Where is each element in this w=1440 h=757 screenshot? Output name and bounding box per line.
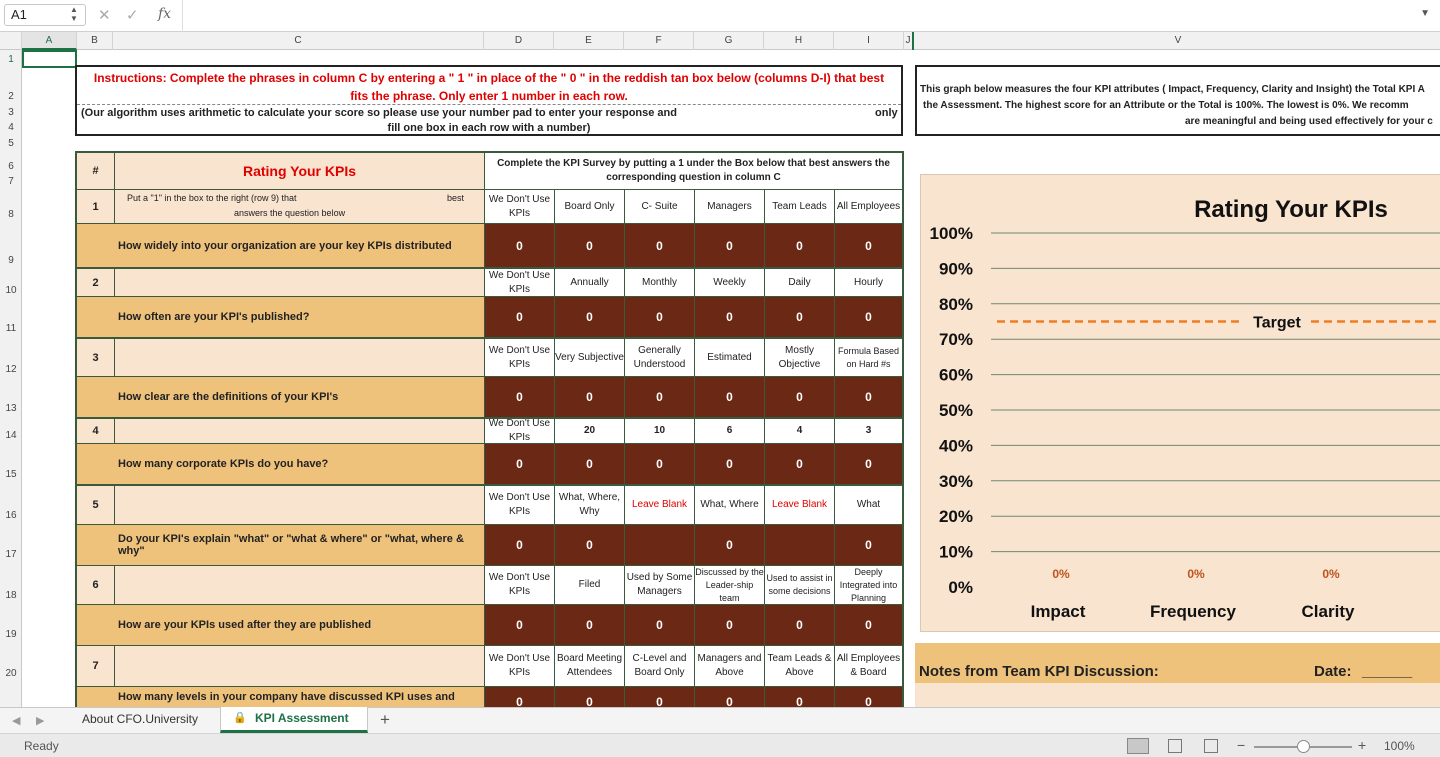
chart-ytick-label: 0% [948,578,973,597]
col-header-h[interactable]: H [764,32,834,50]
instructions-note: (Our algorithm uses arithmetic to calculate your score so please use your number pad to enter your response and [81,107,677,119]
q5-input-d[interactable]: 0 [485,525,554,565]
q7-option-d: We Don't Use KPIs [485,646,554,686]
status-bar [0,733,1440,757]
formula-bar [0,0,1440,32]
q2-input-d[interactable]: 0 [485,297,554,337]
row-header-14[interactable]: 14 [5,430,17,441]
page-break-view-icon[interactable] [1204,739,1218,753]
chart-ytick-label: 20% [938,507,973,527]
q7-option-h: Team Leads & Above [765,646,834,686]
q5-input-i[interactable]: 0 [835,525,902,565]
row-header-7[interactable]: 7 [8,176,14,187]
q5-option-e: What, Where, Why [555,486,624,524]
prev-sheet-icon[interactable]: ◀ [12,715,21,727]
q2-spacer [115,269,484,296]
sheet-tab-bar [0,707,1440,733]
col-header-b[interactable]: B [77,32,113,50]
q2-input-h[interactable]: 0 [765,297,834,337]
q7-question: How many levels in your company have discussed KPI uses and [77,687,484,707]
table-title: Rating Your KPIs [115,153,484,189]
chevron-down-icon[interactable]: ▼ [1420,8,1430,19]
kpi-rating-chart[interactable] [920,174,1440,632]
q3-number: 3 [77,339,114,376]
q4-input-d[interactable]: 0 [485,444,554,484]
graph-note-box [915,65,1440,136]
q7-number: 7 [77,646,114,686]
q3-input-f[interactable]: 0 [625,377,694,417]
chart-data-label: 0% [1052,567,1070,581]
q1-hint-a: Put a "1" in the box to the right (row 9) that [127,193,297,203]
q1-input-e[interactable]: 0 [555,224,624,267]
table-hash-header: # [77,153,114,189]
q5-number: 5 [77,486,114,524]
q4-option-d: We Don't Use KPIs [485,419,554,443]
next-sheet-icon[interactable]: ▶ [36,715,45,727]
row-header-12[interactable]: 12 [5,364,17,375]
q6-input-i[interactable]: 0 [835,605,902,645]
q1-input-f[interactable]: 0 [625,224,694,267]
q7-option-f: C-Level and Board Only [625,646,694,686]
row-header-6[interactable]: 6 [8,161,14,172]
q1-question: How widely into your organization are your key KPIs distributed [77,224,484,267]
q2-option-e: Annually [555,269,624,296]
col-header-c[interactable]: C [113,32,484,50]
q1-option-f: C- Suite [625,190,694,223]
q5-option-f: Leave Blank [625,486,694,524]
row-header-15[interactable]: 15 [5,469,17,480]
survey-header: Complete the KPI Survey by putting a 1 under the Box below that best answers the corresponding question in column C [485,153,902,189]
q5-option-d: We Don't Use KPIs [485,486,554,524]
row-header-17[interactable]: 17 [5,549,17,560]
col-header-d[interactable]: D [484,32,554,50]
q4-question: How many corporate KPIs do you have? [77,444,484,484]
q7-input-g[interactable]: 0 [695,687,764,707]
add-sheet-button[interactable]: + [380,710,390,729]
formula-input[interactable] [182,0,1440,32]
q6-spacer [115,566,484,604]
col-header-v[interactable]: V [1174,35,1182,46]
q5-option-h: Leave Blank [765,486,834,524]
column-headers [0,32,1440,50]
q4-option-f: 10 [625,419,694,443]
q1-option-i: All Employees [835,190,902,223]
q4-input-i[interactable]: 0 [835,444,902,484]
q2-option-h: Daily [765,269,834,296]
q6-input-d[interactable]: 0 [485,605,554,645]
q2-number: 2 [77,269,114,296]
q7-spacer [115,646,484,686]
q7-option-g: Managers and Above [695,646,764,686]
q3-option-g: Estimated [695,339,764,376]
zoom-out-button[interactable]: − [1237,737,1246,753]
col-header-g[interactable]: G [694,32,764,50]
instructions-line1: Instructions: Complete the phrases in column C by entering a " 1 " in place of the " 0 " in the reddish tan box below (columns D-I) that best [93,71,885,85]
q6-option-h: Used to assist in some decisions [765,566,834,604]
q5-input-g[interactable]: 0 [695,525,764,565]
selected-cell-a1[interactable] [22,50,77,68]
chart-ytick-label: 90% [938,259,973,279]
chart-ytick-label: 50% [938,401,973,420]
q4-input-h[interactable]: 0 [765,444,834,484]
q1-hint-c: answers the question below [234,208,346,218]
q3-input-g[interactable]: 0 [695,377,764,417]
sheet-tab-kpi-label: KPI Assessment [255,711,349,725]
chart-target-label: Target [1253,314,1301,332]
worksheet-grid[interactable] [22,50,1440,707]
q2-input-i[interactable]: 0 [835,297,902,337]
row-header-2[interactable]: 2 [8,91,14,102]
q4-spacer [115,419,484,443]
q4-option-h: 4 [765,419,834,443]
normal-view-icon[interactable] [1127,738,1149,754]
row-header-3[interactable]: 3 [8,107,14,118]
q6-option-d: We Don't Use KPIs [485,566,554,604]
q5-question: Do your KPI's explain "what" or "what & where" or "what, where & why" [77,525,484,565]
status-ready: Ready [24,739,59,753]
lock-icon: 🔒 [233,712,247,724]
q7-input-i[interactable]: 0 [835,687,902,707]
instructions-divider [77,104,901,105]
notes-date-label: Date: [1314,663,1352,680]
q4-input-f[interactable]: 0 [625,444,694,484]
q1-input-i[interactable]: 0 [835,224,902,267]
chart-xtick-label: Impact [1030,602,1086,621]
chart-xtick-label: Frequency [1150,602,1236,621]
q3-input-h[interactable]: 0 [765,377,834,417]
q1-option-g: Managers [695,190,764,223]
q1-input-g[interactable]: 0 [695,224,764,267]
notes-date-value[interactable]: ______ [1362,663,1413,680]
q3-option-i: Formula Based on Hard #s [835,339,902,376]
zoom-level: 100% [1384,739,1415,753]
col-header-i[interactable]: I [834,32,904,50]
q5-option-g: What, Where [695,486,764,524]
q5-spacer [115,486,484,524]
q6-input-f[interactable]: 0 [625,605,694,645]
chart-ytick-label: 60% [938,365,973,385]
chart-ytick-label: 10% [938,542,973,562]
q7-input-d[interactable]: 0 [485,687,554,707]
q1-option-h: Team Leads [765,190,834,223]
chart-title: Rating Your KPIs [1194,196,1388,223]
row-header-13[interactable]: 13 [5,403,17,414]
cancel-formula-icon[interactable]: ✕ [98,7,111,24]
select-all-corner[interactable] [0,32,22,50]
q2-option-g: Weekly [695,269,764,296]
row-header-1[interactable]: 1 [8,54,14,65]
q6-input-g[interactable]: 0 [695,605,764,645]
col-header-a[interactable]: A [22,32,77,50]
q7-option-e: Board Meeting Attendees [555,646,624,686]
q6-option-g: Discussed by the Leader-ship team [695,566,764,603]
row-header-20[interactable]: 20 [5,668,17,679]
row-headers [0,50,22,707]
q4-option-g: 6 [695,419,764,443]
q3-option-h: Mostly Objective [765,339,834,376]
q2-input-e[interactable]: 0 [555,297,624,337]
chart-ytick-label: 70% [938,330,973,350]
q5-input-h[interactable] [765,525,834,565]
q1-number: 1 [77,190,114,223]
q1-option-d: We Don't Use KPIs [485,190,554,223]
q4-input-g[interactable]: 0 [695,444,764,484]
q2-input-g[interactable]: 0 [695,297,764,337]
row-header-5[interactable]: 5 [8,138,14,149]
notes-label: Notes from Team KPI Discussion: [919,663,1159,680]
q1-input-d[interactable]: 0 [485,224,554,267]
row-header-18[interactable]: 18 [5,590,17,601]
q5-option-i: What [835,486,902,524]
function-icon[interactable]: fx [158,6,172,22]
q3-option-f: Generally Understood [625,339,694,376]
q5-input-e[interactable]: 0 [555,525,624,565]
row-header-10[interactable]: 10 [5,285,17,296]
q6-number: 6 [77,566,114,604]
q2-input-f[interactable]: 0 [625,297,694,337]
q1-hint-cell [115,190,484,223]
chart-data-label: 0% [1187,567,1205,581]
q7-input-e[interactable]: 0 [555,687,624,707]
chart-ytick-label: 30% [938,471,973,491]
sheet-tab-kpi-assessment[interactable] [220,707,368,733]
col-header-f[interactable]: F [624,32,694,50]
q2-option-d: We Don't Use KPIs [485,269,554,296]
q6-question: How are your KPIs used after they are published [77,605,484,645]
q4-number: 4 [77,419,114,443]
chart-data-label: 0% [1322,567,1340,581]
kpi-survey-table [75,151,904,707]
q6-input-h[interactable]: 0 [765,605,834,645]
chart-ytick-label: 100% [929,224,973,243]
chart-xtick-label: Clarity [1301,602,1355,621]
col-header-j[interactable]: J [904,32,914,50]
q1-input-h[interactable]: 0 [765,224,834,267]
enter-formula-icon[interactable]: ✓ [126,7,139,24]
row-header-9[interactable]: 9 [8,255,14,266]
q6-input-e[interactable]: 0 [555,605,624,645]
row-header-8[interactable]: 8 [8,209,14,220]
graph-note-line1: This graph below measures the four KPI attributes ( Impact, Frequency, Clarity and Insight) the Total KPI A [920,84,1425,95]
q4-option-i: 3 [835,419,902,443]
q3-question: How clear are the definitions of your KPI's [77,377,484,417]
q1-hint-b: best [447,193,465,203]
row-header-19[interactable]: 19 [5,629,17,640]
q6-option-e: Filed [555,566,624,604]
q2-option-f: Monthly [625,269,694,296]
graph-note-line2: the Assessment. The highest score for an Attribute or the Total is 100%. The lowest is 0%. We recomm [923,100,1409,111]
row-header-4[interactable]: 4 [8,122,14,133]
q6-option-i: Deeply Integrated into Planning [835,566,902,604]
q5-input-f[interactable] [625,525,694,565]
page-layout-view-icon[interactable] [1168,739,1182,753]
q7-input-f[interactable]: 0 [625,687,694,707]
notes-area[interactable] [915,643,1440,707]
col-header-e[interactable]: E [554,32,624,50]
zoom-in-button[interactable]: + [1358,737,1367,753]
instructions-note-only: only [875,107,898,119]
q2-option-i: Hourly [835,269,902,296]
zoom-slider-thumb[interactable] [1297,740,1310,753]
q3-option-e: Very Subjective [555,339,624,376]
instructions-box [75,65,903,136]
row-header-16[interactable]: 16 [5,510,17,521]
instructions-note2: fill one box in each row with a number) [387,122,591,134]
chart-ytick-label: 80% [938,294,973,314]
q3-spacer [115,339,484,376]
sheet-tab-about[interactable]: About CFO.University [81,712,199,726]
q3-option-d: We Don't Use KPIs [485,339,554,376]
name-box[interactable]: A1 [4,4,86,26]
chart-ytick-label: 40% [938,436,973,456]
q7-option-i: All Employees & Board [835,646,902,686]
q4-option-e: 20 [555,419,624,443]
row-header-11[interactable]: 11 [5,323,17,334]
graph-note-line3: are meaningful and being used effectively for your c [1185,116,1433,127]
q1-option-e: Board Only [555,190,624,223]
q3-input-e[interactable]: 0 [555,377,624,417]
q7-input-h[interactable]: 0 [765,687,834,707]
q4-input-e[interactable]: 0 [555,444,624,484]
q3-input-d[interactable]: 0 [485,377,554,417]
q2-question: How often are your KPI's published? [77,297,484,337]
name-box-stepper-icon[interactable]: ▲ ▼ [70,5,78,23]
q3-input-i[interactable]: 0 [835,377,902,417]
instructions-line2: fits the phrase. Only enter 1 number in each row. [350,89,628,103]
chart-svg [921,175,1440,633]
q6-option-f: Used by Some Managers [625,566,694,604]
